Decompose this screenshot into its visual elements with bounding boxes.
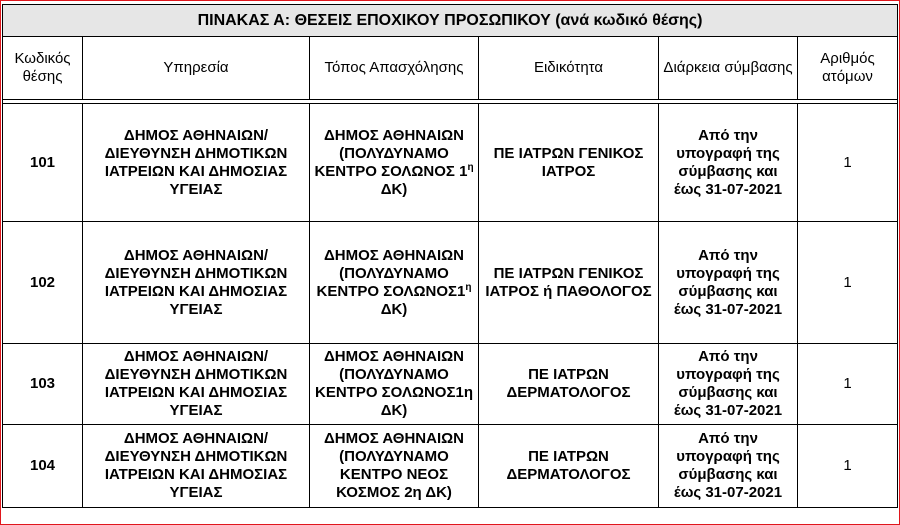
cell-service: ΔΗΜΟΣ ΑΘΗΝΑΙΩΝ/ ΔΙΕΥΘΥΝΣΗ ΔΗΜΟΤΙΚΩΝ ΙΑΤΡΕΙΩΝ ΚΑΙ ΔΗΜΟΣΙΑΣ ΥΓΕΙΑΣ xyxy=(83,104,310,222)
header-row xyxy=(3,37,898,100)
location-text: ΔΗΜΟΣ ΑΘΗΝΑΙΩΝ (ΠΟΛΥΔΥΝΑΜΟ ΚΕΝΤΡΟ ΣΟΛΩΝΟΣ1η ΔΚ) xyxy=(315,348,473,419)
cell-code: 101 xyxy=(3,104,83,222)
location-superscript: η xyxy=(467,161,474,173)
cell-count: 1 xyxy=(798,344,898,425)
table-title-row xyxy=(3,5,898,37)
location-text: ΔΗΜΟΣ ΑΘΗΝΑΙΩΝ (ΠΟΛΥΔΥΝΑΜΟ ΚΕΝΤΡΟ ΣΟΛΩΝΟΣ1 xyxy=(316,246,466,300)
location-text-end: ΔΚ) xyxy=(380,300,408,318)
location-text: ΔΗΜΟΣ ΑΘΗΝΑΙΩΝ (ΠΟΛΥΔΥΝΑΜΟ ΚΕΝΤΡΟ ΝΕΟΣ ΚΟΣΜΟΣ 2η ΔΚ) xyxy=(323,430,464,501)
cell-count: 1 xyxy=(798,425,898,508)
header-specialty: Ειδικότητα xyxy=(479,37,659,100)
cell-duration: Από την υπογραφή της σύμβασης και έως 31-07-2021 xyxy=(659,425,798,508)
cell-duration: Από την υπογραφή της σύμβασης και έως 31-07-2021 xyxy=(659,222,798,344)
header-duration: Διάρκεια σύμβασης xyxy=(659,37,798,100)
cell-service: ΔΗΜΟΣ ΑΘΗΝΑΙΩΝ/ ΔΙΕΥΘΥΝΣΗ ΔΗΜΟΤΙΚΩΝ ΙΑΤΡΕΙΩΝ ΚΑΙ ΔΗΜΟΣΙΑΣ ΥΓΕΙΑΣ xyxy=(83,222,310,344)
cell-service: ΔΗΜΟΣ ΑΘΗΝΑΙΩΝ/ ΔΙΕΥΘΥΝΣΗ ΔΗΜΟΤΙΚΩΝ ΙΑΤΡΕΙΩΝ ΚΑΙ ΔΗΜΟΣΙΑΣ ΥΓΕΙΑΣ xyxy=(83,344,310,425)
cell-location xyxy=(310,425,479,508)
table-row xyxy=(3,425,898,508)
cell-code: 103 xyxy=(3,344,83,425)
cell-location xyxy=(310,104,479,222)
location-superscript: η xyxy=(465,281,472,293)
location-text: ΔΗΜΟΣ ΑΘΗΝΑΙΩΝ (ΠΟΛΥΔΥΝΑΜΟ ΚΕΝΤΡΟ ΣΟΛΩΝΟΣ 1 xyxy=(314,126,468,180)
cell-duration: Από την υπογραφή της σύμβασης και έως 31-07-2021 xyxy=(659,104,798,222)
positions-table xyxy=(2,4,898,508)
table-row xyxy=(3,222,898,344)
cell-code: 102 xyxy=(3,222,83,344)
cell-specialty: ΠΕ ΙΑΤΡΩΝ ΔΕΡΜΑΤΟΛΟΓΟΣ xyxy=(479,425,659,508)
header-location: Τόπος Απασχόλησης xyxy=(310,37,479,100)
cell-location xyxy=(310,344,479,425)
cell-count: 1 xyxy=(798,222,898,344)
cell-service: ΔΗΜΟΣ ΑΘΗΝΑΙΩΝ/ ΔΙΕΥΘΥΝΣΗ ΔΗΜΟΤΙΚΩΝ ΙΑΤΡΕΙΩΝ ΚΑΙ ΔΗΜΟΣΙΑΣ ΥΓΕΙΑΣ xyxy=(83,425,310,508)
location-text-end: ΔΚ) xyxy=(380,180,408,198)
table-row xyxy=(3,344,898,425)
cell-specialty: ΠΕ ΙΑΤΡΩΝ ΓΕΝΙΚΟΣ ΙΑΤΡΟΣ ή ΠΑΘΟΛΟΓΟΣ xyxy=(479,222,659,344)
cell-duration: Από την υπογραφή της σύμβασης και έως 31-07-2021 xyxy=(659,344,798,425)
header-count: Αριθμός ατόμων xyxy=(798,37,898,100)
table-row xyxy=(3,104,898,222)
table-title: ΠΙΝΑΚΑΣ Α: ΘΕΣΕΙΣ ΕΠΟΧΙΚΟΥ ΠΡΟΣΩΠΙΚΟΥ (ανά κωδικό θέσης) xyxy=(3,5,898,37)
cell-specialty: ΠΕ ΙΑΤΡΩΝ ΔΕΡΜΑΤΟΛΟΓΟΣ xyxy=(479,344,659,425)
cell-code: 104 xyxy=(3,425,83,508)
header-service: Υπηρεσία xyxy=(83,37,310,100)
cell-count: 1 xyxy=(798,104,898,222)
cell-specialty: ΠΕ ΙΑΤΡΩΝ ΓΕΝΙΚΟΣ ΙΑΤΡΟΣ xyxy=(479,104,659,222)
header-code: Κωδικός θέσης xyxy=(3,37,83,100)
cell-location xyxy=(310,222,479,344)
